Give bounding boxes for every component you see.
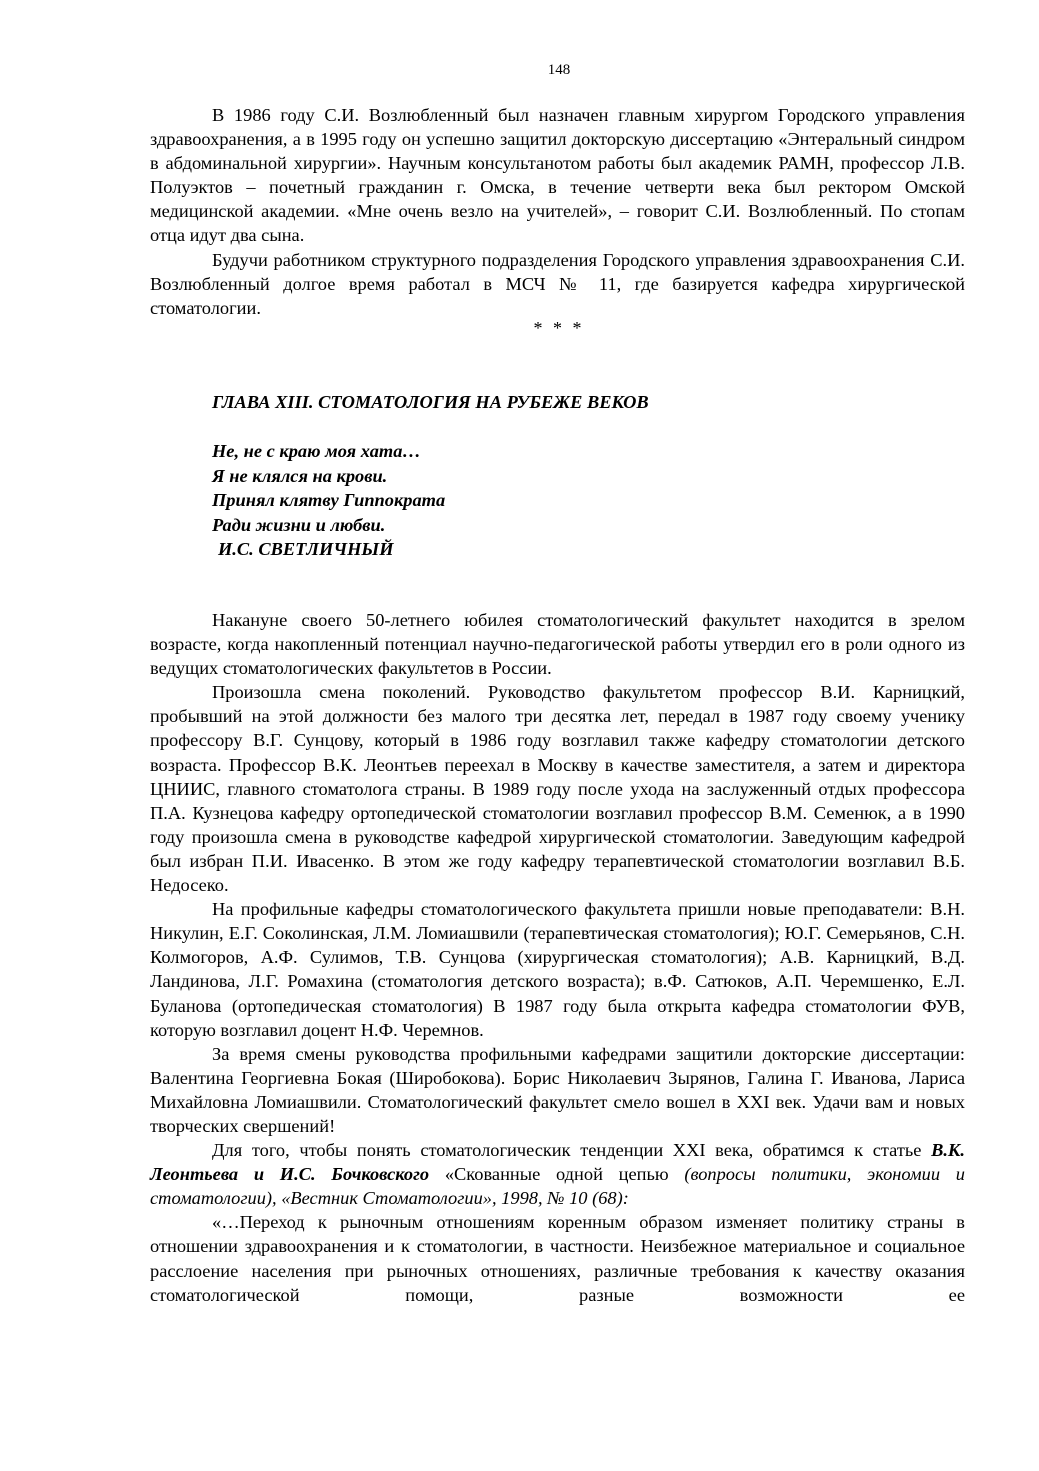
body-paragraph-4: За время смены руководства профильными кафедрами защитили докторские диссертации: Валентина Георгиевна Бокая (Широбокова). Борис Николаевич Зырянов, Галина Г. Иванова, Лариса Михайловна Ломиашвили. Стоматологический факультет смело вошел в XXI век. Удачи вам и новых творческих свершений! — [150, 1043, 965, 1136]
intro-paragraph-2: Будучи работником структурного подразделения Городского управления здравоохранения С.И. Возлюбленный долгое время работал в МСЧ № 11, где базируется кафедра хирургической стоматологии. — [150, 249, 965, 318]
epigraph-author: И.С. СВЕТЛИЧНЫЙ — [218, 539, 394, 559]
quote-paragraph: «…Переход к рыночным отношениям коренным образом изменяет политику страны в отношении здравоохранения и к стоматологии, в частности. Неизбежное материальное и социальное расслоение населения при рыночных отношениях, различные требования к качеству оказания стоматологической помощи, разные возможности ее — [150, 1212, 965, 1305]
epigraph-line-2: Я не клялся на крови. — [212, 465, 388, 486]
epigraph-line-3: Принял клятву Гиппократа — [212, 490, 446, 510]
citation-lead: Для того, чтобы понять стоматологическик тенденции XXI века, обратимся к статье — [212, 1140, 932, 1161]
body-paragraph-3: На профильные кафедры стоматологического факультета пришли новые преподаватели: В.Н. Никулин, Е.Г. Соколинская, Л.М. Ломиашвили (терапевтическая стоматология); Ю.Г. Семерьянов, С.Н. Колмогоров, А.Ф. Сулимов, Т.В. Сунцова (хирургическая стоматология); А.В. Карницкий, В.Д. Ландинова, Л.Г. Ромахина (стоматология детского возраста); в.Ф. Сатюков, А.П. Черемшенко, Е.Л. Буланова (ортопедическая стоматология) В 1987 году была открыта кафедра стоматологии ФУВ, которую возглавил доцент Н.Ф. Черемнов. — [150, 899, 965, 1040]
main-section — [150, 608, 965, 1307]
citation-authors: В.К. Леонтьева и И.С. Бочковского — [150, 1140, 965, 1185]
section-separator: * * * — [533, 318, 585, 338]
page-number: 148 — [547, 62, 571, 78]
intro-section — [150, 103, 965, 320]
citation-title: «Скованные одной цепью — [429, 1164, 685, 1185]
epigraph — [212, 439, 445, 562]
citation-source: (вопросы политики, экономии и стоматологии), «Вестник Стоматологии», 1998, № 10 (68): — [150, 1164, 965, 1209]
chapter-title: ГЛАВА XIII. СТОМАТОЛОГИЯ НА РУБЕЖЕ ВЕКОВ — [212, 392, 649, 412]
epigraph-line-4: Ради жизни и любви. — [212, 514, 386, 535]
epigraph-line-1: Не, не с краю моя хата… — [212, 441, 421, 461]
body-paragraph-2: Произошла смена поколений. Руководство факультетом профессор В.И. Карницкий, пробывший на этой должности без малого три десятка лет, передал в 1987 году своему ученику профессору В.Г. Сунцову, который в 1986 году возглавил также кафедру стоматологии детского возраста. Профессор В.К. Леонтьев переехал в Москву в качестве заместителя, а затем и директора ЦНИИС, главного стоматолога страны. В 1989 году после ухода на заслуженный отдых профессора П.А. Кузнецова кафедру ортопедической стоматологии возглавил профессор В.М. Семенюк, а в 1990 году произошла смена в руководстве кафедрой хирургической стоматологии. Заведующим кафедрой был избран П.И. Ивасенко. В этом же году кафедру терапевтической стоматологии возглавил В.Б. Недосеко. — [150, 682, 965, 896]
citation-paragraph — [150, 1138, 965, 1210]
intro-paragraph-1: В 1986 году С.И. Возлюбленный был назначен главным хирургом Городского управления здравоохранения, а в 1995 году он успешно защитил докторскую диссертацию «Энтеральный синдром в абдоминальной хирургии». Научным консультанотом работы был академик РАМН, профессор Л.В. Полуэктов – почетный гражданин г. Омска, в течение четверти века был ректором Омской медицинской академии. «Мне очень везло на учителей», – говорит С.И. Возлюбленный. По стопам отца идут два сына. — [150, 105, 965, 246]
body-paragraph-1: Накануне своего 50-летнего юбилея стоматологический факультет находится в зрелом возрасте, когда накопленный потенциал научно-педагогической работы утвердил его в роли одного из ведущих стоматологических факультетов в России. — [150, 610, 965, 679]
